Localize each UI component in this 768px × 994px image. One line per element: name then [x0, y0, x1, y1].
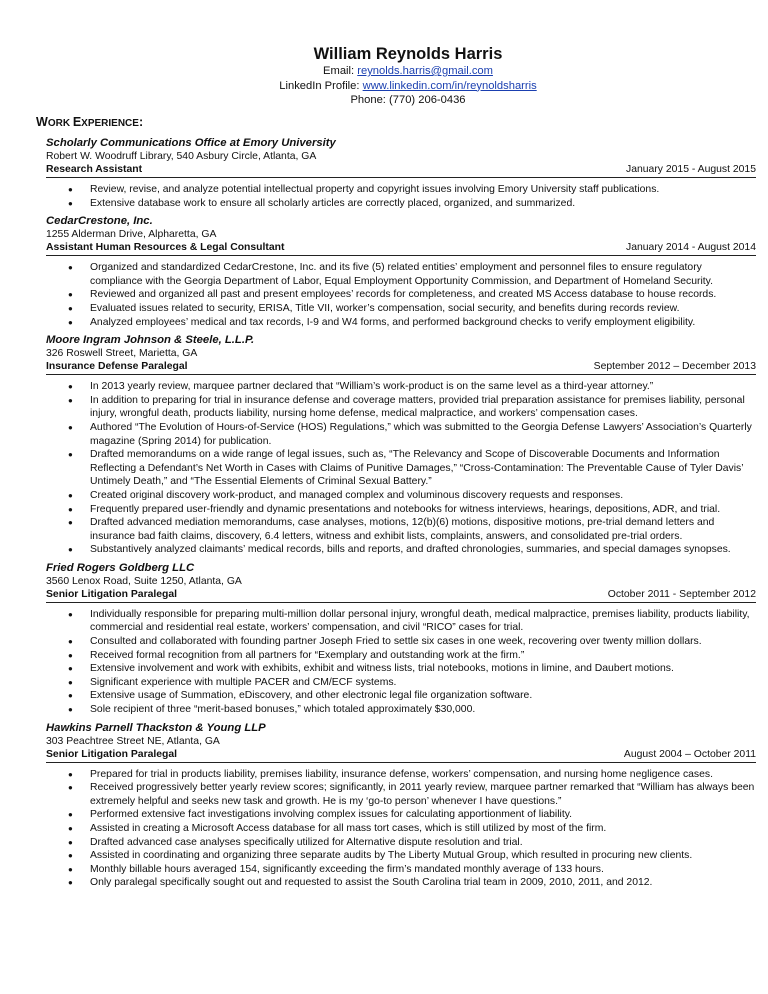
- bullet-item: ● Performed extensive fact investigations involving complex issues for calculating apportionment of liability.: [90, 808, 756, 822]
- email-line: [48, 64, 768, 79]
- candidate-name: William Reynolds Harris: [313, 45, 503, 63]
- job-entry: [46, 561, 756, 717]
- bullet-item: ● Extensive involvement and work with exhibits, exhibit and witness lists, trial notebooks, motions in limine, and Daubert motions.: [90, 662, 756, 676]
- company-name: Scholarly Communications Office at Emory University: [46, 137, 336, 149]
- bullet-item: ● Evaluated issues related to security, ERISA, Title VII, worker’s compensation, social security, and benefits during records review.: [90, 302, 756, 316]
- bullet-item: ● Review, revise, and analyze potential intellectual property and copyright issues involving Emory University staff publications.: [90, 183, 756, 197]
- bullet-item: ● Prepared for trial in products liability, premises liability, insurance defense, workers’ compensation, and nursing home negligence cases.: [90, 768, 756, 782]
- resume-header: [0, 44, 768, 108]
- bullet-item: ● Only paralegal specifically sought out and requested to assist the South Carolina trial team in 2009, 2010, 2011, and 2012.: [90, 876, 756, 890]
- bullet-item: ● Assisted in creating a Microsoft Access database for all mass tort cases, which is still utilized by most of the firm.: [90, 822, 756, 836]
- bullet-item: ● Substantively analyzed claimants’ medical records, bills and reports, and drafted chronologies, summaries, and special damages synopses.: [90, 543, 756, 557]
- bullet-list: [46, 768, 756, 890]
- job-entry: [46, 721, 756, 890]
- linkedin-label: LinkedIn Profile:: [279, 79, 363, 92]
- role-title: Research Assistant: [46, 164, 143, 175]
- job-entry: [46, 136, 756, 210]
- bullet-item: ● Organized and standardized CedarCrestone, Inc. and its five (5) related entities’ employment and personnel files to ensure regulatory compliance with the Georgia Department of Labor, Equal Employment Opportunity Commission, and Department of Homeland Security.: [90, 261, 756, 288]
- bullet-item: ● Drafted memorandums on a wide range of legal issues, such as, “The Relevancy and Scope of Discoverable Documents and Information Reflecting a Defendant’s Net Worth in Cases with Claims of Punitive Damages,” “Cross-Contamination: The Preventable Cause of Tyler Davis’ Untimely Death,” and “The Essential Elements of Criminal Sexual Battery.”: [90, 448, 756, 489]
- bullet-item: ● Consulted and collaborated with founding partner Joseph Fried to settle six cases in one week, recovering over twenty million dollars.: [90, 635, 756, 649]
- company-address: 303 Peachtree Street NE, Atlanta, GA: [46, 735, 220, 747]
- bullet-item: ● Created original discovery work-product, and managed complex and voluminous discovery requests and responses.: [90, 489, 756, 503]
- job-entry: [46, 214, 756, 329]
- bullet-item: ● Extensive database work to ensure all scholarly articles are correctly placed, organized, and summarized.: [90, 197, 756, 211]
- role-title: Senior Litigation Paralegal: [46, 588, 178, 600]
- experience-list: [46, 136, 756, 894]
- bullet-item: ● Received formal recognition from all partners for “Exemplary and outstanding work at the firm.”: [90, 649, 756, 663]
- bullet-list: [46, 183, 756, 210]
- bullet-item: ● Analyzed employees’ medical and tax records, I-9 and W4 forms, and performed background checks to verify employment eligibility.: [90, 316, 756, 330]
- role-dates: January 2014 - August 2014: [626, 242, 756, 254]
- bullet-list: [46, 608, 756, 717]
- bullet-item: ● Extensive usage of Summation, eDiscovery, and other electronic legal file organization software.: [90, 689, 756, 703]
- company-address: Robert W. Woodruff Library, 540 Asbury Circle, Atlanta, GA: [46, 151, 317, 162]
- bullet-item: ● Assisted in coordinating and organizing three separate audits by The Liberty Mutual Group, which resulted in procuring new clients.: [90, 849, 756, 863]
- company-address: 326 Roswell Street, Marietta, GA: [46, 348, 198, 360]
- role-line: [46, 360, 756, 375]
- company-name: Hawkins Parnell Thackston & Young LLP: [46, 721, 266, 734]
- bullet-list: [46, 380, 756, 557]
- bullet-item: ● Frequently prepared user-friendly and dynamic presentations and notebooks for witness interviews, hearings, depositions, ADR, and trial.: [90, 503, 756, 517]
- role-dates: August 2004 – October 2011: [623, 748, 756, 760]
- bullet-item: ● Drafted advanced case analyses specifically utilized for Alternative dispute resolution and trial.: [90, 836, 756, 850]
- bullet-item: ● Drafted advanced mediation memorandums, case analyses, motions, 12(b)(6) motions, dispositive motions, pre-trial demand letters and insurance bad faith claims, discovery, 6.4 letters, witness and exhibit lists, complaints, answers, and consolidated pre-trial orders.: [90, 516, 756, 543]
- bullet-item: ● Reviewed and organized all past and present employees’ records for completeness, and created MS Access database to house records.: [90, 288, 756, 302]
- role-dates: September 2012 – December 2013: [593, 361, 756, 373]
- bullet-item: ● In addition to preparing for trial in insurance defense and coverage matters, provided trial preparation assistance for premises liability, personal injury, wrongful death, products liability, nursing home defense, medical malpractice, and workers’ compensation cases.: [90, 394, 756, 421]
- bullet-item: ● Significant experience with multiple PACER and CM/ECF systems.: [90, 676, 756, 690]
- role-line: [46, 163, 756, 178]
- role-line: [46, 588, 756, 603]
- role-line: [46, 748, 756, 763]
- linkedin-line: [48, 79, 768, 94]
- company-name: Fried Rogers Goldberg LLC: [46, 561, 195, 574]
- role-title: Insurance Defense Paralegal: [46, 361, 188, 373]
- bullet-item: ● Monthly billable hours averaged 154, significantly exceeding the firm’s mandated monthly average of 133 hours.: [90, 863, 756, 877]
- bullet-item: ● Sole recipient of three “merit-based bonuses,” which totaled approximately $30,000.: [90, 703, 756, 717]
- job-entry: [46, 333, 756, 557]
- linkedin-link[interactable]: www.linkedin.com/in/reynoldsharris: [362, 79, 537, 92]
- role-title: Assistant Human Resources & Legal Consultant: [46, 242, 285, 254]
- company-address: 1255 Alderman Drive, Alpharetta, GA: [46, 229, 217, 241]
- role-line: [46, 241, 756, 256]
- company-address: 3560 Lenox Road, Suite 1250, Atlanta, GA: [46, 575, 242, 587]
- company-name: Moore Ingram Johnson & Steele, L.L.P.: [46, 334, 255, 347]
- phone-line: Phone: (770) 206-0436: [350, 94, 466, 107]
- role-dates: October 2011 - September 2012: [607, 588, 756, 600]
- role-title: Senior Litigation Paralegal: [46, 748, 178, 760]
- bullet-item: ● Authored “The Evolution of Hours-of-Service (HOS) Regulations,” which was submitted to the Georgia Defense Lawyers’ Association’s Quarterly magazine (Spring 2014) for publication.: [90, 421, 756, 448]
- bullet-item: ● In 2013 yearly review, marquee partner declared that “William’s work-product is on the same level as a third-year attorney.”: [90, 380, 756, 394]
- bullet-list: [46, 261, 756, 329]
- section-title-work-experience: WORK EXPERIENCE:: [36, 115, 144, 129]
- role-dates: January 2015 - August 2015: [626, 164, 756, 175]
- email-label: Email:: [323, 65, 358, 77]
- email-link[interactable]: reynolds.harris@gmail.com: [357, 65, 493, 77]
- bullet-item: ● Received progressively better yearly review scores; significantly, in 2011 yearly review, marquee partner remarked that “William has always been extremely helpful and seeks new task and growth. He is my ‘go-to person’ whenever I have questions.”: [90, 781, 756, 808]
- bullet-item: ● Individually responsible for preparing multi-million dollar personal injury, wrongful death, medical malpractice, premises liability, products liability, commercial and residential real estate, workers’ compensation, and civil “RICO” cases for trial.: [90, 608, 756, 635]
- company-name: CedarCrestone, Inc.: [46, 215, 153, 228]
